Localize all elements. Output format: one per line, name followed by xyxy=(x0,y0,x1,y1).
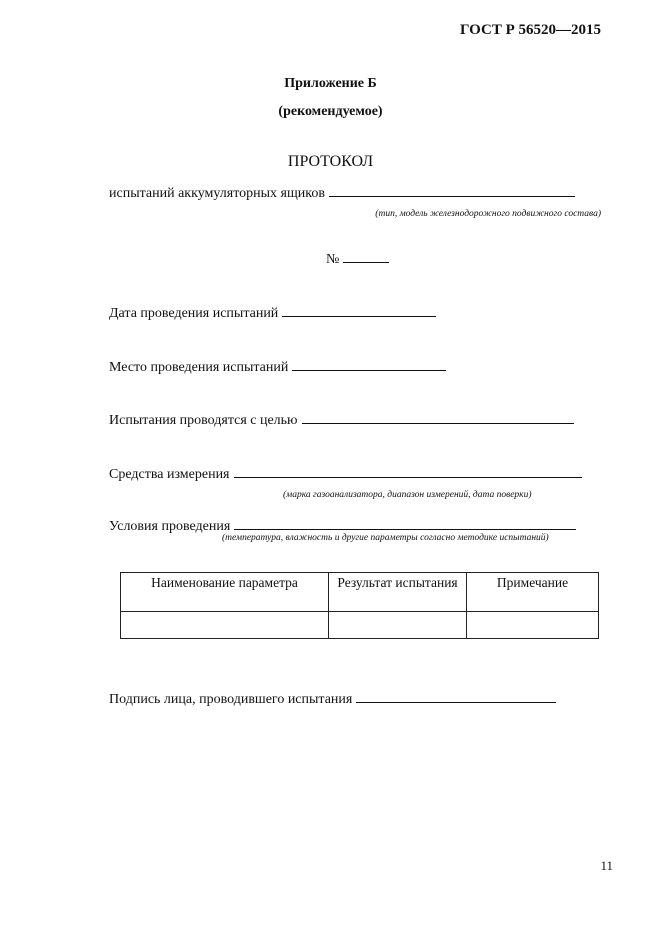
appendix-subtitle: (рекомендуемое) xyxy=(278,104,383,119)
date-blank[interactable] xyxy=(282,303,436,317)
purpose-blank[interactable] xyxy=(302,410,574,424)
conditions-blank[interactable] xyxy=(234,516,576,530)
place-label: Место проведения испытаний xyxy=(109,360,289,375)
protocol-title: ПРОТОКОЛ xyxy=(287,153,374,170)
results-table xyxy=(120,572,599,639)
protocol-subject-line xyxy=(109,183,575,202)
place-blank[interactable] xyxy=(292,357,446,371)
instruments-label: Средства измерения xyxy=(109,467,230,482)
page-number: 11 xyxy=(600,858,613,873)
table-cell[interactable] xyxy=(329,612,467,639)
signature-line xyxy=(109,689,556,708)
header-parameter-name: Наименование параметра xyxy=(121,573,329,612)
table-cell[interactable] xyxy=(467,612,599,639)
appendix-title: Приложение Б xyxy=(284,76,377,91)
date-line xyxy=(109,303,436,322)
table-cell[interactable] xyxy=(121,612,329,639)
table-row xyxy=(121,612,599,639)
header-note: Примечание xyxy=(467,573,599,612)
date-label: Дата проведения испытаний xyxy=(109,306,279,321)
protocol-subject-hint: (тип, модель железнодорожного подвижного состава) xyxy=(375,209,601,219)
table-header-row xyxy=(121,573,599,612)
instruments-line xyxy=(109,464,582,483)
protocol-number-blank[interactable] xyxy=(343,249,389,263)
signature-label: Подпись лица, проводившего испытания xyxy=(109,692,353,707)
place-line xyxy=(109,357,446,376)
conditions-hint: (температура, влажность и другие параметры согласно методике испытаний) xyxy=(222,533,549,543)
instruments-hint: (марка газоанализатора, диапазон измерений, дата поверки) xyxy=(283,490,532,500)
instruments-blank[interactable] xyxy=(234,464,582,478)
protocol-subject-blank[interactable] xyxy=(329,183,575,197)
protocol-subject-label: испытаний аккумуляторных ящиков xyxy=(109,186,325,201)
standard-designation: ГОСТ Р 56520—2015 xyxy=(459,22,601,38)
purpose-label: Испытания проводятся с целью xyxy=(109,413,298,428)
protocol-number-label: № xyxy=(326,252,340,267)
protocol-number-line xyxy=(326,249,389,268)
purpose-line xyxy=(109,410,574,429)
header-test-result: Результат испытания xyxy=(329,573,467,612)
conditions-label: Условия проведения xyxy=(109,519,231,534)
signature-blank[interactable] xyxy=(356,689,556,703)
